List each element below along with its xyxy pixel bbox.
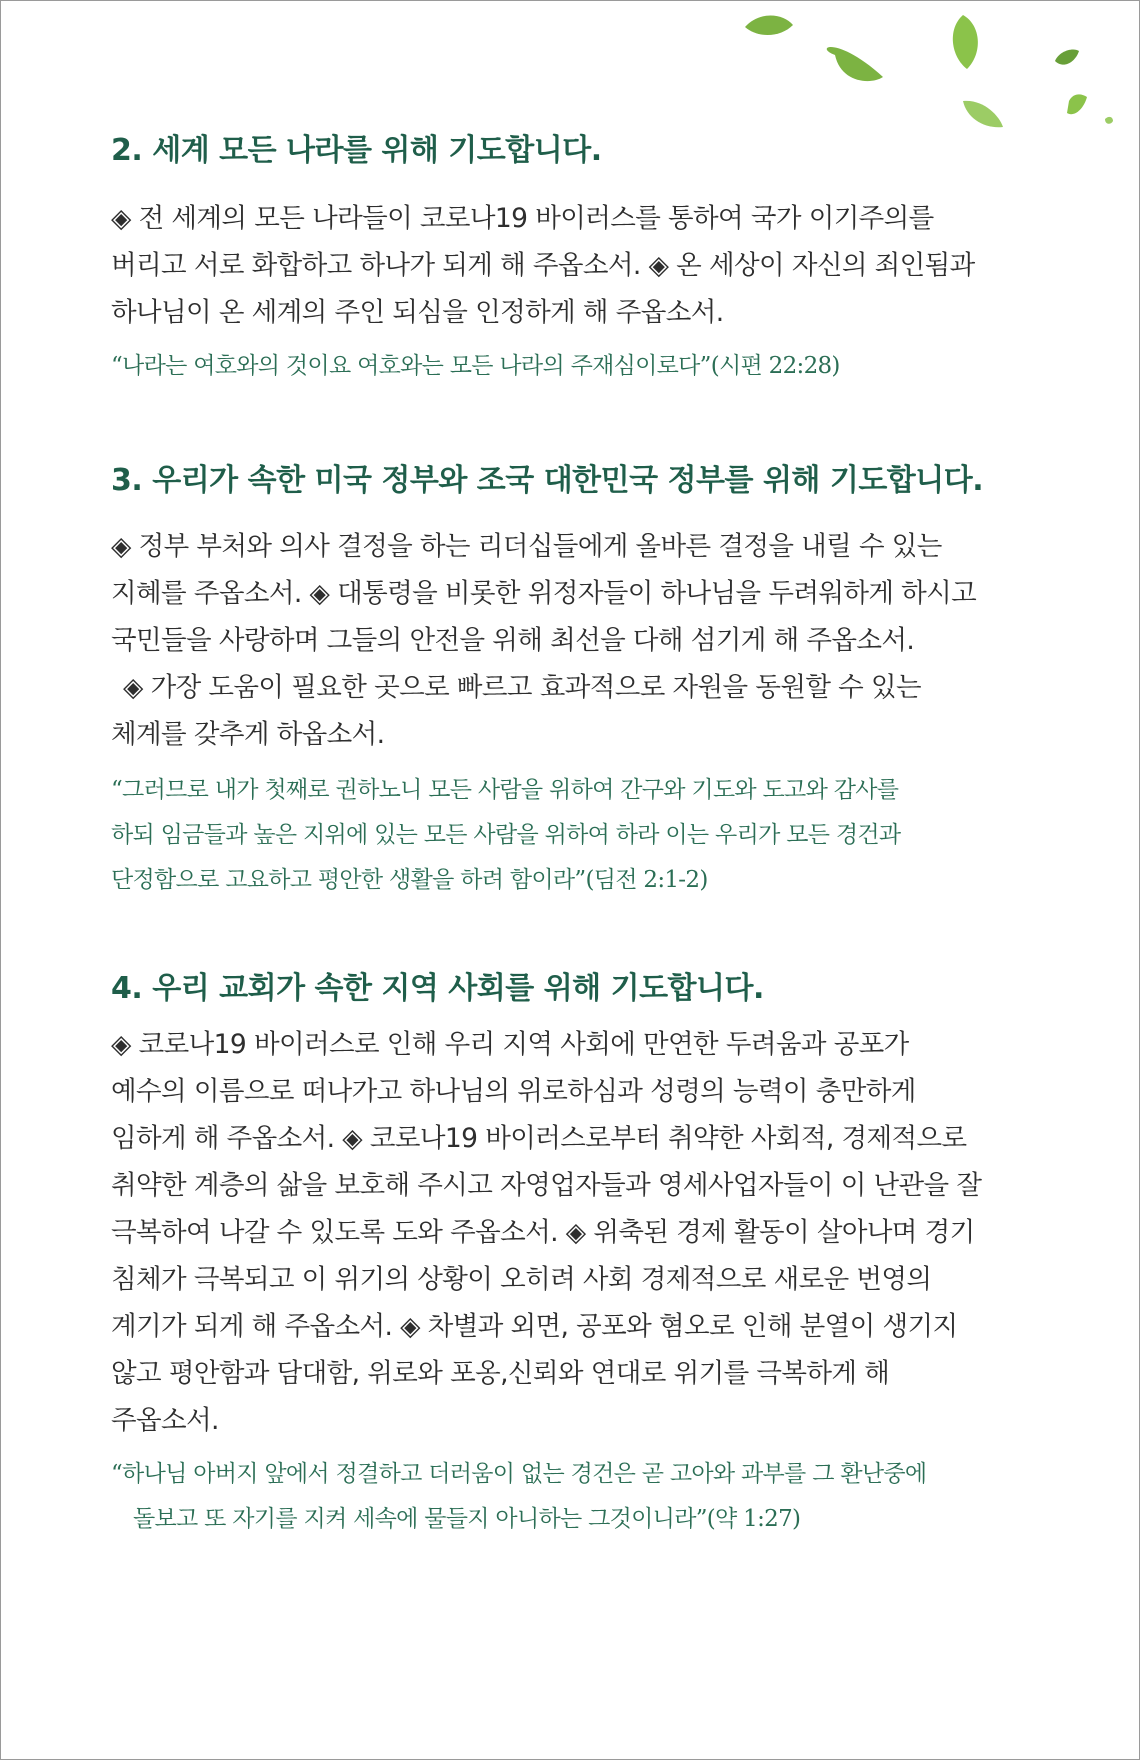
section-title: 2. 세계 모든 나라를 위해 기도합니다. [111,133,602,168]
body-line: ◈ 전 세계의 모든 나라들이 코로나19 바이러스를 통하여 국가 이기주의를 [111,203,934,234]
scripture-verse [111,768,1031,903]
body-line: 침체가 극복되고 이 위기의 상황이 오히려 사회 경제적으로 새로운 번영의 [111,1264,932,1295]
body-line: ◈ 코로나19 바이러스로 인해 우리 지역 사회에 만연한 두려움과 공포가 [111,1029,909,1060]
body-line: 주옵소서. [111,1405,219,1436]
body-line: 체계를 갖추게 하옵소서. [111,719,385,750]
leaf-icon [745,15,1113,127]
body-line: 국민들을 사랑하며 그들의 안전을 위해 최선을 다해 섬기게 해 주옵소서. [111,625,915,656]
body-line: 버리고 서로 화합하고 하나가 되게 해 주옵소서. ◈ 온 세상이 자신의 죄인됨과 [111,250,975,281]
verse-line: 돌보고 또 자기를 지켜 세속에 물들지 아니하는 그것이니라”(약 1:27) [133,1506,801,1532]
body-line: 취약한 계층의 삶을 보호해 주시고 자영업자들과 영세사업자들이 이 난관을 잘 [111,1170,982,1201]
prayer-section-4 [111,969,1031,1542]
scripture-verse [111,1452,1031,1542]
body-line: 극복하여 나갈 수 있도록 도와 주옵소서. ◈ 위축된 경제 활동이 살아나며 경기 [111,1217,975,1248]
prayer-section-3 [111,461,1031,903]
section-title: 3. 우리가 속한 미국 정부와 조국 대한민국 정부를 위해 기도합니다. [111,463,984,498]
body-line: 계기가 되게 해 주옵소서. ◈ 차별과 외면, 공포와 혐오로 인해 분열이 생기지 [111,1311,958,1342]
prayer-section-2 [111,131,1031,389]
section-body [111,195,1031,336]
verse-line: 단정함으로 고요하고 평안한 생활을 하려 함이라”(딤전 2:1-2) [111,867,708,893]
verse-line: 하되 임금들과 높은 지위에 있는 모든 사람을 위하여 하라 이는 우리가 모든 경건과 [111,822,901,848]
section-title: 4. 우리 교회가 속한 지역 사회를 위해 기도합니다. [111,971,764,1006]
body-line: 임하게 해 주옵소서. ◈ 코로나19 바이러스로부터 취약한 사회적, 경제적으로 [111,1123,967,1154]
verse-line: “나라는 여호와의 것이요 여호와는 모든 나라의 주재심이로다”(시편 22:28) [111,353,840,379]
scripture-verse [111,344,1031,389]
prayer-content [111,121,1031,1542]
body-line: 지혜를 주옵소서. ◈ 대통령을 비롯한 위정자들이 하나님을 두려워하게 하시고 [111,578,977,609]
body-line: ◈ 정부 부처와 의사 결정을 하는 리더십들에게 올바른 결정을 내릴 수 있는 [111,531,942,562]
leaf-decoration [701,1,1140,141]
verse-line: “그러므로 내가 첫째로 권하노니 모든 사람을 위하여 간구와 기도와 도고와 감사를 [111,777,899,803]
body-line: 하나님이 온 세계의 주인 되심을 인정하게 해 주옵소서. [111,297,724,328]
section-body [111,1021,1031,1444]
body-line: 예수의 이름으로 떠나가고 하나님의 위로하심과 성령의 능력이 충만하게 [111,1076,916,1107]
body-line: ◈ 가장 도움이 필요한 곳으로 빠르고 효과적으로 자원을 동원할 수 있는 [123,672,921,703]
body-line: 않고 평안함과 담대함, 위로와 포옹,신뢰와 연대로 위기를 극복하게 해 [111,1358,890,1389]
section-body [111,523,1031,758]
verse-line: “하나님 아버지 앞에서 정결하고 더러움이 없는 경건은 곧 고아와 과부를 그 환난중에 [111,1461,927,1487]
